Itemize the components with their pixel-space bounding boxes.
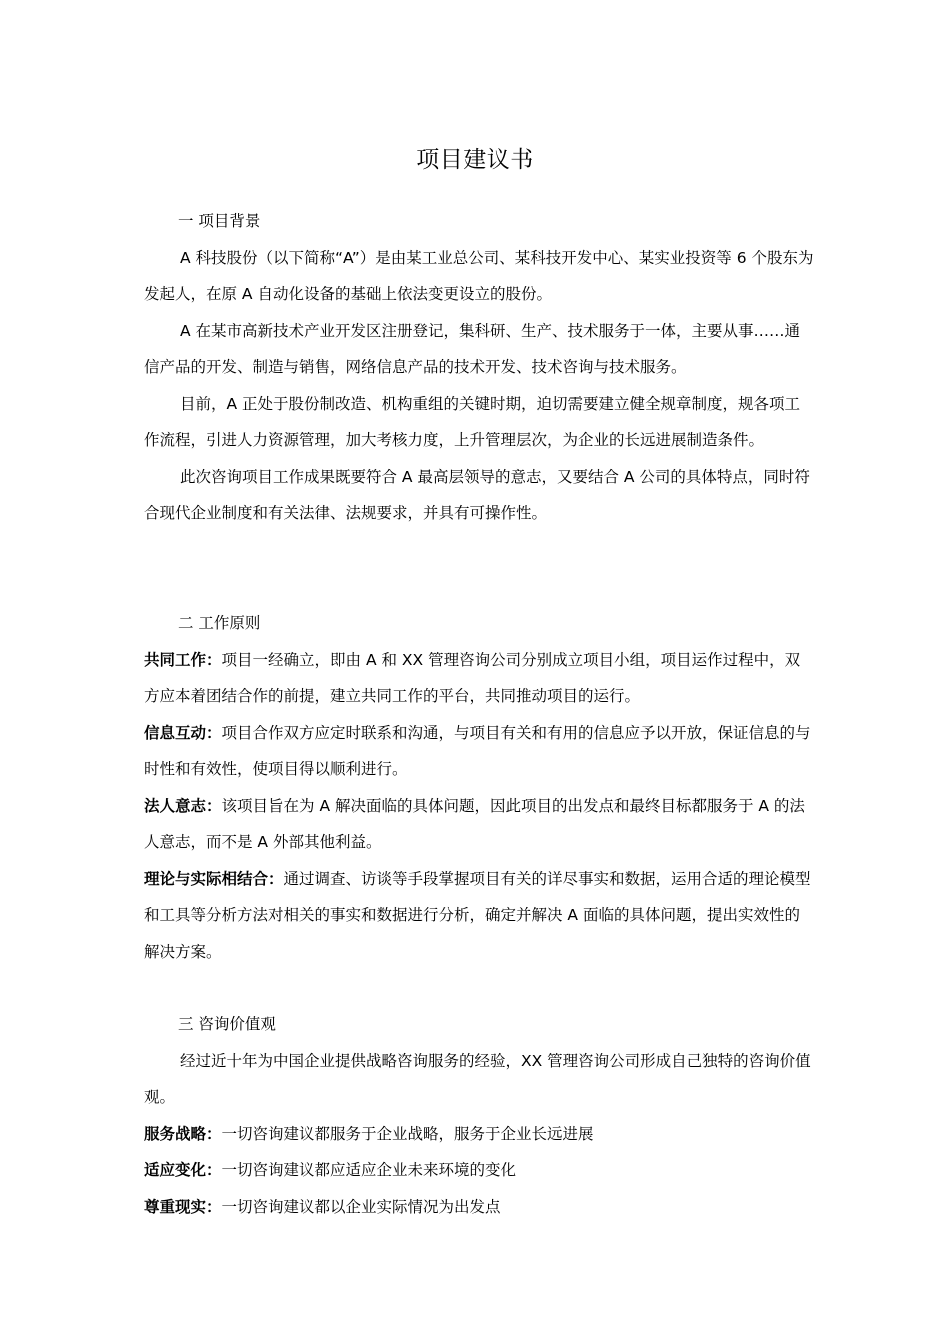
principle-item [144,715,814,788]
principle-item [144,861,814,971]
principle-item [144,788,814,861]
principle-label: 理论与实际相结合： [144,869,284,888]
value-item [144,1189,814,1226]
principle-label: 法人意志： [144,796,222,815]
value-text: 一切咨询建议都以企业实际情况为出发点 [221,1197,501,1216]
paragraph: 经过近十年为中国企业提供战略咨询服务的经验，XX 管理咨询公司形成自己独特的咨询价值观。 [144,1051,811,1106]
principle-text: 通过调查、访谈等手段掌握项目有关的详尽事实和数据，运用合适的理论模型和工具等分析方法对相关的事实和数据进行分析，确定并解决 A 面临的具体问题，提出实效性的解决方案。 [144,869,811,961]
value-text: 一切咨询建议都应适应企业未来环境的变化 [221,1161,517,1179]
value-item [144,1152,814,1189]
value-label: 适应变化： [144,1161,222,1179]
paragraph: 此次咨询项目工作成果既要符合 A 最高层领导的意志，又要结合 A 公司的具体特点，同时符合现代企业制度和有关法律、法规要求，并具有可操作性。 [144,467,810,522]
section-project-background [144,203,814,532]
principle-text: 该项目旨在为 A 解决面临的具体问题，因此项目的出发点和最终目标都服务于 A 的法人意志，而不是 A 外部其他利益。 [144,796,805,851]
principle-text: 项目一经确立，即由 A 和 XX 管理咨询公司分别成立项目小组，项目运作过程中，双方应本着团结合作的前提，建立共同工作的平台，共同推动项目的运行。 [144,650,801,705]
section-consulting-values [144,1006,814,1225]
paragraph: 目前，A 正处于股份制改造、机构重组的关键时期，迫切需要建立健全规章制度，规各项工作流程，引进人力资源管理，加大考核力度，上升管理层次，为企业的长远进展制造条件。 [144,394,801,449]
paragraph: A 科技股份（以下简称“A”）是由某工业总公司、某科技开发中心、某实业投资等 6 个股东为发起人，在原 A 自动化设备的基础上依法变更设立的股份。 [144,248,814,303]
value-item [144,1116,814,1153]
section-heading: 二 工作原则 [178,614,261,632]
value-label: 服务战略： [144,1124,222,1143]
paragraph: A 在某市高新技术产业开发区注册登记，集科研、生产、技术服务于一体，主要从事……通信产品的开发、制造与销售，网络信息产品的技术开发、技术咨询与技术服务。 [144,321,801,376]
value-text: 一切咨询建议都服务于企业战略，服务于企业长远进展 [221,1124,594,1143]
value-label: 尊重现实： [144,1197,222,1216]
principle-label: 信息互动： [144,723,222,742]
section-heading: 三 咨询价值观 [178,1015,276,1033]
section-heading: 一 项目背景 [178,212,261,230]
principle-label: 共同工作： [144,650,222,669]
principle-text: 项目合作双方应定时联系和沟通，与项目有关和有用的信息应予以开放，保证信息的与时性和有效性，使项目得以顺利进行。 [144,723,811,778]
document-title: 项目建议书 [416,147,534,173]
principle-item [144,642,814,715]
section-work-principles [144,605,814,970]
